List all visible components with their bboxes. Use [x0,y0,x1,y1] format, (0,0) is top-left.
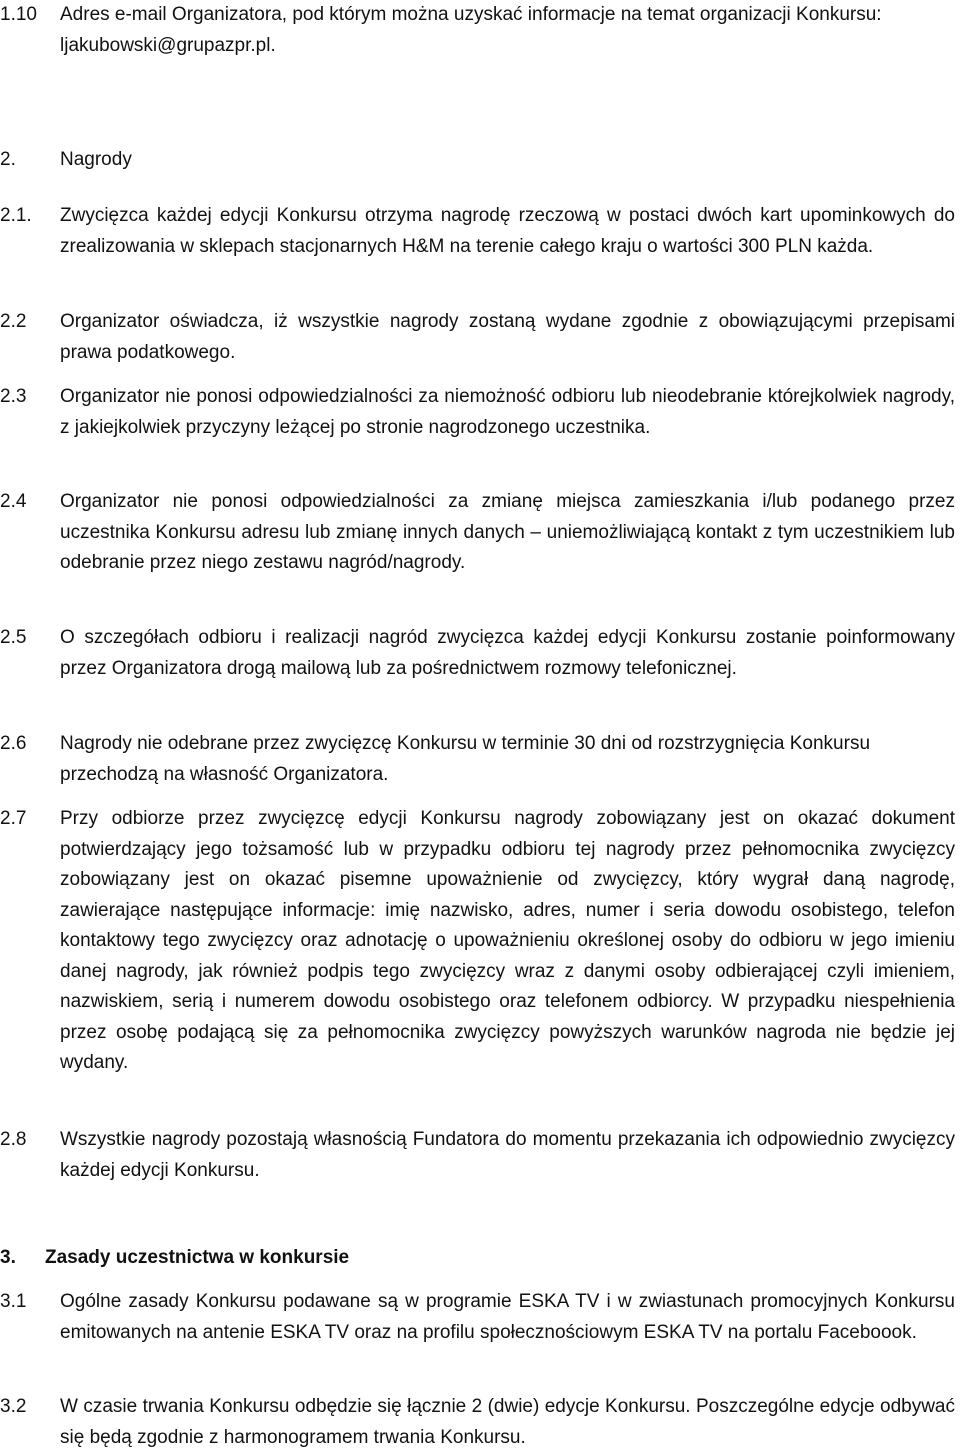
paragraph-number: 2.5 [0,627,27,648]
paragraph-3-2 [0,1392,955,1453]
paragraph-2-8 [0,1125,955,1186]
paragraph-number: 2.1. [0,205,32,226]
paragraph-number: 2.8 [0,1129,27,1150]
paragraph-text: Organizator nie ponosi odpowiedzialności za niemożność odbioru lub nieodebranie którejkolwiek nagrody, z jakiejkolwiek przyczyny leżącej po stronie nagrodzonego uczestnika. [60,386,955,438]
paragraph-number: 3.1 [0,1291,27,1312]
paragraph-number: 2.6 [0,733,27,754]
section-number: 3. [0,1247,16,1268]
section-title: Zasady uczestnictwa w konkursie [45,1247,350,1268]
paragraph-text: Nagrody nie odebrane przez zwycięzcę Konkursu w terminie 30 dni od rozstrzygnięcia Konkursu przechodzą na własność Organizatora. [60,733,871,785]
paragraph-text: Organizator oświadcza, iż wszystkie nagrody zostaną wydane zgodnie z obowiązującymi przepisami prawa podatkowego. [60,311,955,363]
paragraph-text: W czasie trwania Konkursu odbędzie się łącznie 2 (dwie) edycje Konkursu. Poszczególne edycje odbywać się będą zgodnie z harmonogramem trwania Konkursu. [60,1396,955,1448]
paragraph-text: Organizator nie ponosi odpowiedzialności za zmianę miejsca zamieszkania i/lub podanego przez uczestnika Konkursu adresu lub zmianę innych danych – uniemożliwiającą kontakt z tym uczestnikiem lub odebranie przez niego zestawu nagród/nagrody. [60,491,955,573]
paragraph-1-10 [0,0,955,61]
paragraph-number: 2.4 [0,491,27,512]
paragraph-2-2 [0,307,955,368]
paragraph-2-1 [0,201,955,262]
section-heading-2 [0,145,132,176]
paragraph-number: 2.3 [0,386,27,407]
paragraph-number: 1.10 [0,4,37,25]
section-number: 2. [0,149,16,170]
paragraph-text: Adres e-mail Organizatora, pod którym można uzyskać informacje na temat organizacji Konkursu: ljakubowski@grupazpr.pl. [60,4,882,56]
paragraph-2-7 [0,804,955,1079]
paragraph-number: 2.2 [0,311,27,332]
paragraph-2-3 [0,382,955,443]
paragraph-2-4 [0,487,955,579]
paragraph-number: 3.2 [0,1396,27,1417]
section-title: Nagrody [60,149,132,170]
paragraph-text: O szczegółach odbioru i realizacji nagród zwycięzca każdej edycji Konkursu zostanie poinformowany przez Organizatora drogą mailową lub za pośrednictwem rozmowy telefonicznej. [60,627,955,679]
paragraph-text: Przy odbiorze przez zwycięzcę edycji Konkursu nagrody zobowiązany jest on okazać dokument potwierdzający jego tożsamość lub w przypadku odbioru tej nagrody przez pełnomocnika zwycięzcy zobowiązany jest on okazać pisemne upoważnienie od zwycięzcy, który wygrał daną nagrodę, zawierające następujące informacje: imię nazwisko, adres, numer i seria dowodu osobistego, telefon kontaktowy tego zwycięzcy oraz adnotację o upoważnieniu określonej osoby do odbioru w jego imieniu danej nagrody, jak również podpis tego zwycięzcy wraz z danymi osoby odbierającej czyli imieniem, nazwiskiem, serią i numerem dowodu osobistego oraz telefonem odbiorcy. W przypadku niespełnienia przez osobę podającą się za pełnomocnika zwycięzcy powyższych warunków nagroda nie będzie jej wydany. [60,808,955,1073]
section-heading-3 [0,1243,349,1274]
paragraph-text: Ogólne zasady Konkursu podawane są w programie ESKA TV i w zwiastunach promocyjnych Konkursu emitowanych na antenie ESKA TV oraz na profilu społecznościowym ESKA TV na portalu Faceboook. [60,1291,955,1343]
paragraph-text: Wszystkie nagrody pozostają własnością Fundatora do momentu przekazania ich odpowiednio zwycięzcy każdej edycji Konkursu. [60,1129,955,1181]
paragraph-number: 2.7 [0,808,27,829]
paragraph-2-6 [0,729,955,790]
paragraph-3-1 [0,1287,955,1348]
paragraph-2-5 [0,623,955,684]
paragraph-text: Zwycięzca każdej edycji Konkursu otrzyma nagrodę rzeczową w postaci dwóch kart upominkowych do zrealizowania w sklepach stacjonarnych H&M na terenie całego kraju o wartości 300 PLN każda. [60,205,955,257]
